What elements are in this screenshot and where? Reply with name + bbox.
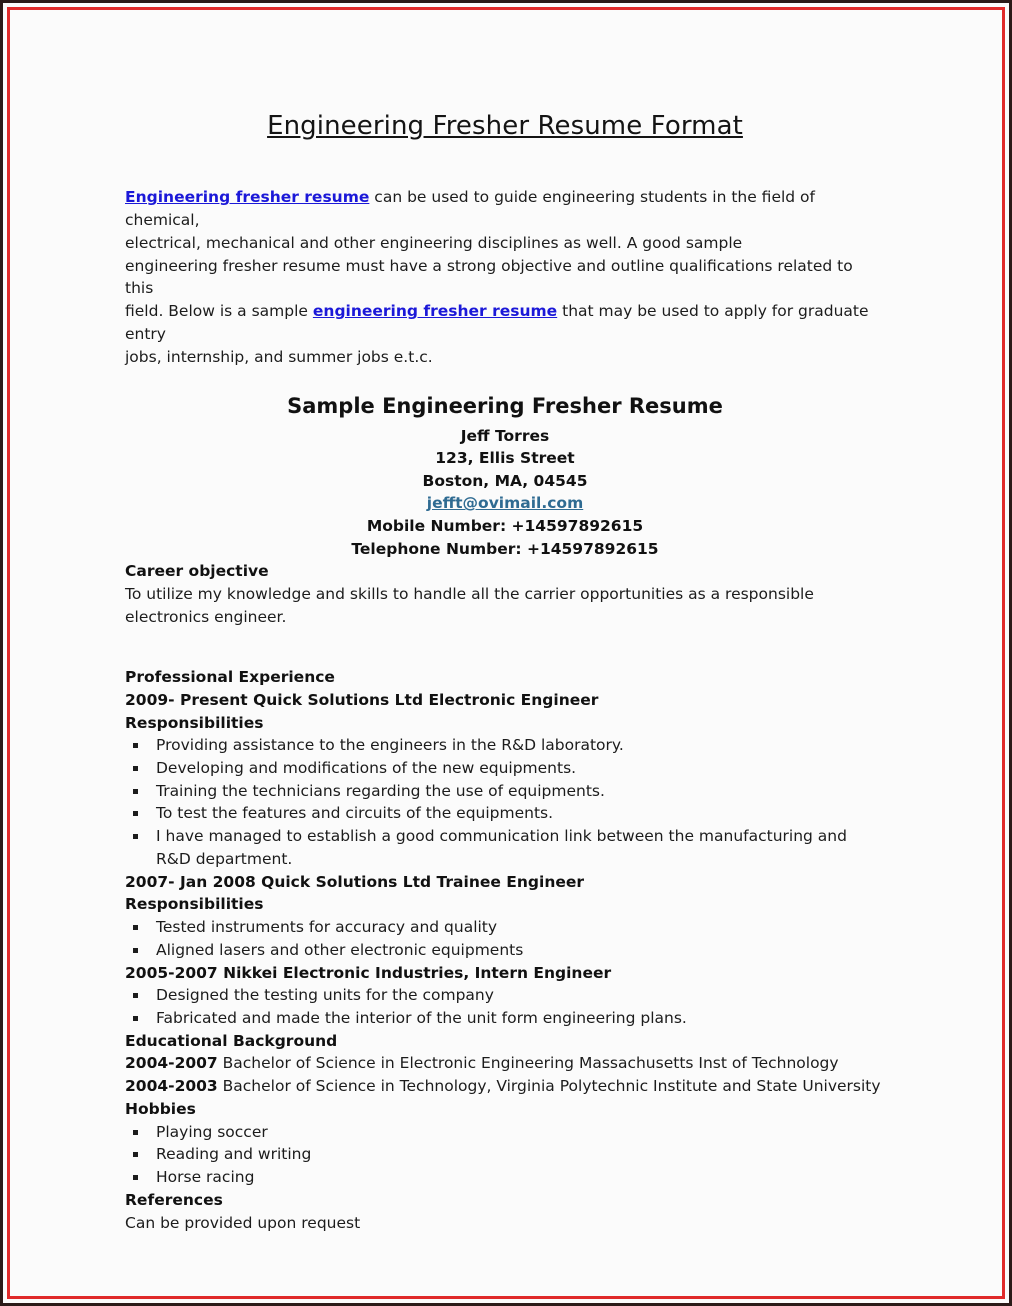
education-detail-1: Bachelor of Science in Electronic Engineering Massachusetts Inst of Technology [217, 1054, 839, 1073]
section-heading-education: Educational Background [125, 1031, 338, 1050]
job-title-3: 2005-2007 Nikkei Electronic Industries, Intern Engineer [125, 963, 612, 982]
intro-link-primary[interactable]: Engineering fresher resume [125, 188, 370, 207]
list-item: Playing soccer [125, 1121, 885, 1144]
section-heading-references: References [125, 1191, 223, 1210]
list-item: Developing and modifications of the new equipments. [125, 757, 885, 780]
job-title-2: 2007- Jan 2008 Quick Solutions Ltd Trainee Engineer [125, 872, 585, 891]
education-detail-2: Bachelor of Science in Technology, Virginia Polytechnic Institute and State University [217, 1077, 881, 1096]
job-bullets-2 [125, 916, 885, 962]
section-heading-professional-experience: Professional Experience [125, 668, 335, 687]
list-item: Fabricated and made the interior of the unit form engineering plans. [125, 1007, 885, 1030]
list-item: Aligned lasers and other electronic equipments [125, 939, 885, 962]
candidate-mobile: Mobile Number: +14597892615 [366, 516, 644, 535]
list-item: Reading and writing [125, 1143, 885, 1166]
intro-text-line5: jobs, internship, and summer jobs e.t.c. [125, 347, 433, 366]
intro-text-line3: engineering fresher resume must have a strong objective and outline qualifications related to this [125, 256, 853, 298]
intro-link-secondary[interactable]: engineering fresher resume [312, 302, 558, 321]
job-bullets-3 [125, 984, 885, 1030]
intro-paragraph [125, 186, 885, 368]
page-title: Engineering Fresher Resume Format [267, 111, 743, 141]
job-title-1: 2009- Present Quick Solutions Ltd Electronic Engineer [125, 690, 599, 709]
list-item: Tested instruments for accuracy and quality [125, 916, 885, 939]
job-responsibilities-label-1: Responsibilities [125, 713, 264, 732]
candidate-telephone: Telephone Number: +14597892615 [351, 539, 659, 558]
resume-header-block [125, 391, 885, 561]
candidate-email-line [125, 492, 885, 515]
job-bullets-1 [125, 734, 885, 871]
list-item: Training the technicians regarding the use of equipments. [125, 780, 885, 803]
candidate-street: 123, Ellis Street [435, 449, 575, 468]
document-content [125, 111, 885, 1234]
section-spacer [125, 628, 885, 666]
education-years-1: 2004-2007 [125, 1054, 218, 1073]
list-item: Horse racing [125, 1166, 885, 1189]
candidate-city-state-zip: Boston, MA, 04545 [422, 471, 588, 490]
intro-text-part2: field. Below is a sample [125, 302, 313, 321]
intro-text-part3: that may be used to apply for graduate entry [125, 302, 869, 343]
list-item: Providing assistance to the engineers in the R&D laboratory. [125, 734, 885, 757]
candidate-name: Jeff Torres [460, 426, 550, 445]
hobbies-list [125, 1121, 885, 1189]
intro-text-line2: electrical, mechanical and other engineering disciplines as well. A good sample [125, 233, 743, 252]
email-link[interactable]: jefft@ovimail.com [426, 494, 584, 513]
section-heading-career-objective: Career objective [125, 562, 269, 581]
education-entry-2 [125, 1075, 885, 1098]
education-entry-1 [125, 1052, 885, 1075]
intro-text-part1: can be used to guide engineering students in the field of chemical, [125, 188, 815, 229]
resume-heading: Sample Engineering Fresher Resume [287, 393, 723, 418]
career-objective-text: To utilize my knowledge and skills to handle all the carrier opportunities as a responsible electronics engineer. [125, 584, 814, 626]
education-years-2: 2004-2003 [125, 1077, 218, 1096]
section-heading-hobbies: Hobbies [125, 1100, 196, 1119]
list-item: To test the features and circuits of the equipments. [125, 802, 885, 825]
job-responsibilities-label-2: Responsibilities [125, 895, 264, 914]
list-item: I have managed to establish a good communication link between the manufacturing and R&D department. [125, 825, 885, 871]
list-item: Designed the testing units for the company [125, 984, 885, 1007]
references-text: Can be provided upon request [125, 1213, 361, 1232]
